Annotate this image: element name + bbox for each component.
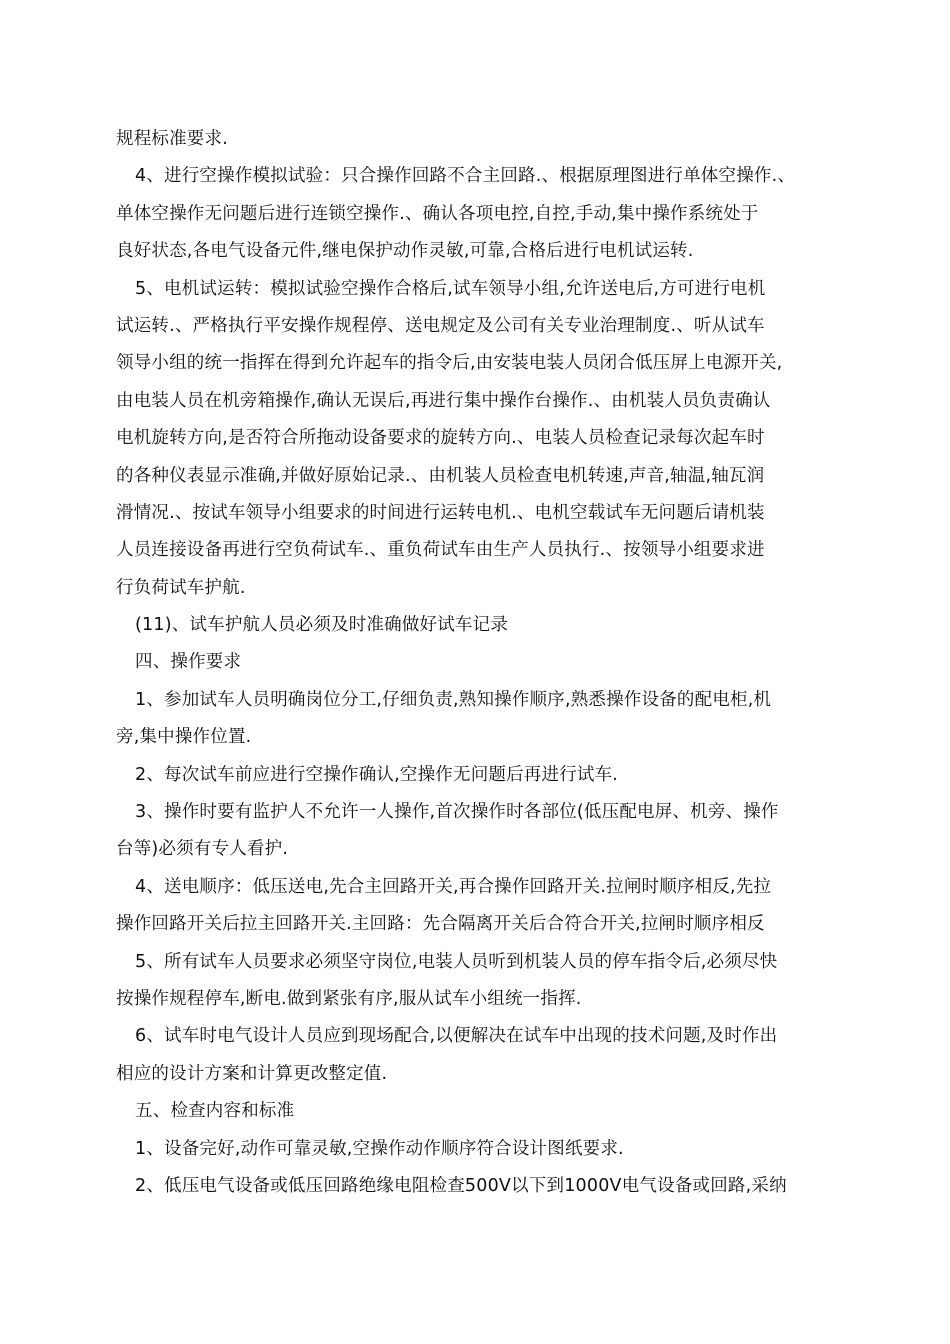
section-heading: 五、检查内容和标准 [135,1101,295,1122]
text-line: 4、送电顺序：低压送电,先合主回路开关,再合操作回路开关.拉闸时顺序相反,先拉 [135,876,772,897]
text-line: 规程标准要求. [116,129,228,149]
paragraph-continuation [116,121,838,158]
document-body [116,121,838,1205]
text-line: 由电装人员在机旁箱操作,确认无误后,再进行集中操作台操作.、由机装人员负责确认 [116,390,771,411]
text-line: 操作回路开关后拉主回路开关.主回路：先合隔离开关后合符合开关,拉闸时顺序相反 [116,914,765,935]
paragraph-item-5-motor-trial [116,271,838,608]
text-line: 6、试车时电气设计人员应到现场配合,以便解决在试车中出现的技术问题,及时作出 [135,1026,778,1047]
text-line: 1、设备完好,动作可靠灵敏,空操作动作顺序符合设计图纸要求. [135,1138,624,1159]
text-line: 1、参加试车人员明确岗位分工,仔细负责,熟知操作顺序,熟悉操作设备的配电柜,机 [135,689,772,710]
text-line: 按操作规程停车,断电.做到紧张有序,服从试车小组统一指挥. [116,988,582,1009]
text-line: 领导小组的统一指挥在得到允许起车的指令后,由安装电装人员闭合低压屏上电源开关, [116,353,783,374]
text-line: 单体空操作无问题后进行连锁空操作.、确认各项电控,自控,手动,集中操作系统处于 [116,203,759,224]
paragraph-inspection-1 [116,1131,838,1168]
text-line: 5、电机试运转：模拟试验空操作合格后,试车领导小组,允许送电后,方可进行电机 [135,278,766,299]
section-heading: 四、操作要求 [135,652,242,673]
paragraph-requirement-1 [116,682,838,757]
text-line: 滑情况.、按试车领导小组要求的时间进行运转电机.、电机空载试车无问题后请机装 [116,502,765,523]
text-line: 3、操作时要有监护人不允许一人操作,首次操作时各部位(低压配电屏、机旁、操作 [135,802,779,823]
text-line: 电机旋转方向,是否符合所拖动设备要求的旋转方向.、电装人员检查记录每次起车时 [116,428,765,449]
paragraph-requirement-4 [116,869,838,944]
text-line: 良好状态,各电气设备元件,继电保护动作灵敏,可靠,合格后进行电机试运转. [116,241,694,262]
text-line: 人员连接设备再进行空负荷试车.、重负荷试车由生产人员执行.、按领导小组要求进 [116,540,765,561]
text-line: 的各种仪表显示准确,并做好原始记录.、由机装人员检查电机转速,声音,轴温,轴瓦润 [116,465,765,486]
paragraph-inspection-2 [116,1168,838,1205]
paragraph-item-4-empty-operation [116,158,838,270]
text-line: 5、所有试车人员要求必须坚守岗位,电装人员听到机装人员的停车指令后,必须尽快 [135,951,778,972]
paragraph-requirement-2 [116,757,838,794]
paragraph-item-11-records [116,607,838,644]
text-line: 2、每次试车前应进行空操作确认,空操作无问题后再进行试车. [135,764,619,785]
text-line: 4、进行空操作模拟试验：只合操作回路不合主回路.、根据原理图进行单体空操作.、 [135,166,796,187]
paragraph-requirement-6 [116,1018,838,1093]
paragraph-requirement-5 [116,944,838,1019]
text-line: (11)、试车护航人员必须及时准确做好试车记录 [135,615,509,636]
text-line: 试运转.、严格执行平安操作规程停、送电规定及公司有关专业治理制度.、听从试车 [116,315,765,336]
text-line: 旁,集中操作位置. [116,727,252,748]
paragraph-requirement-3 [116,794,838,869]
text-line: 2、低压电气设备或低压回路绝缘电阻检查500V以下到1000V电气设备或回路,采纳 [135,1175,787,1196]
text-line: 相应的设计方案和计算更改整定值. [116,1063,388,1084]
section-heading-operation-requirements [116,644,838,681]
section-heading-inspection [116,1093,838,1130]
text-line: 台等)必须有专人看护. [116,839,289,860]
text-line: 行负荷试车护航. [116,577,246,598]
